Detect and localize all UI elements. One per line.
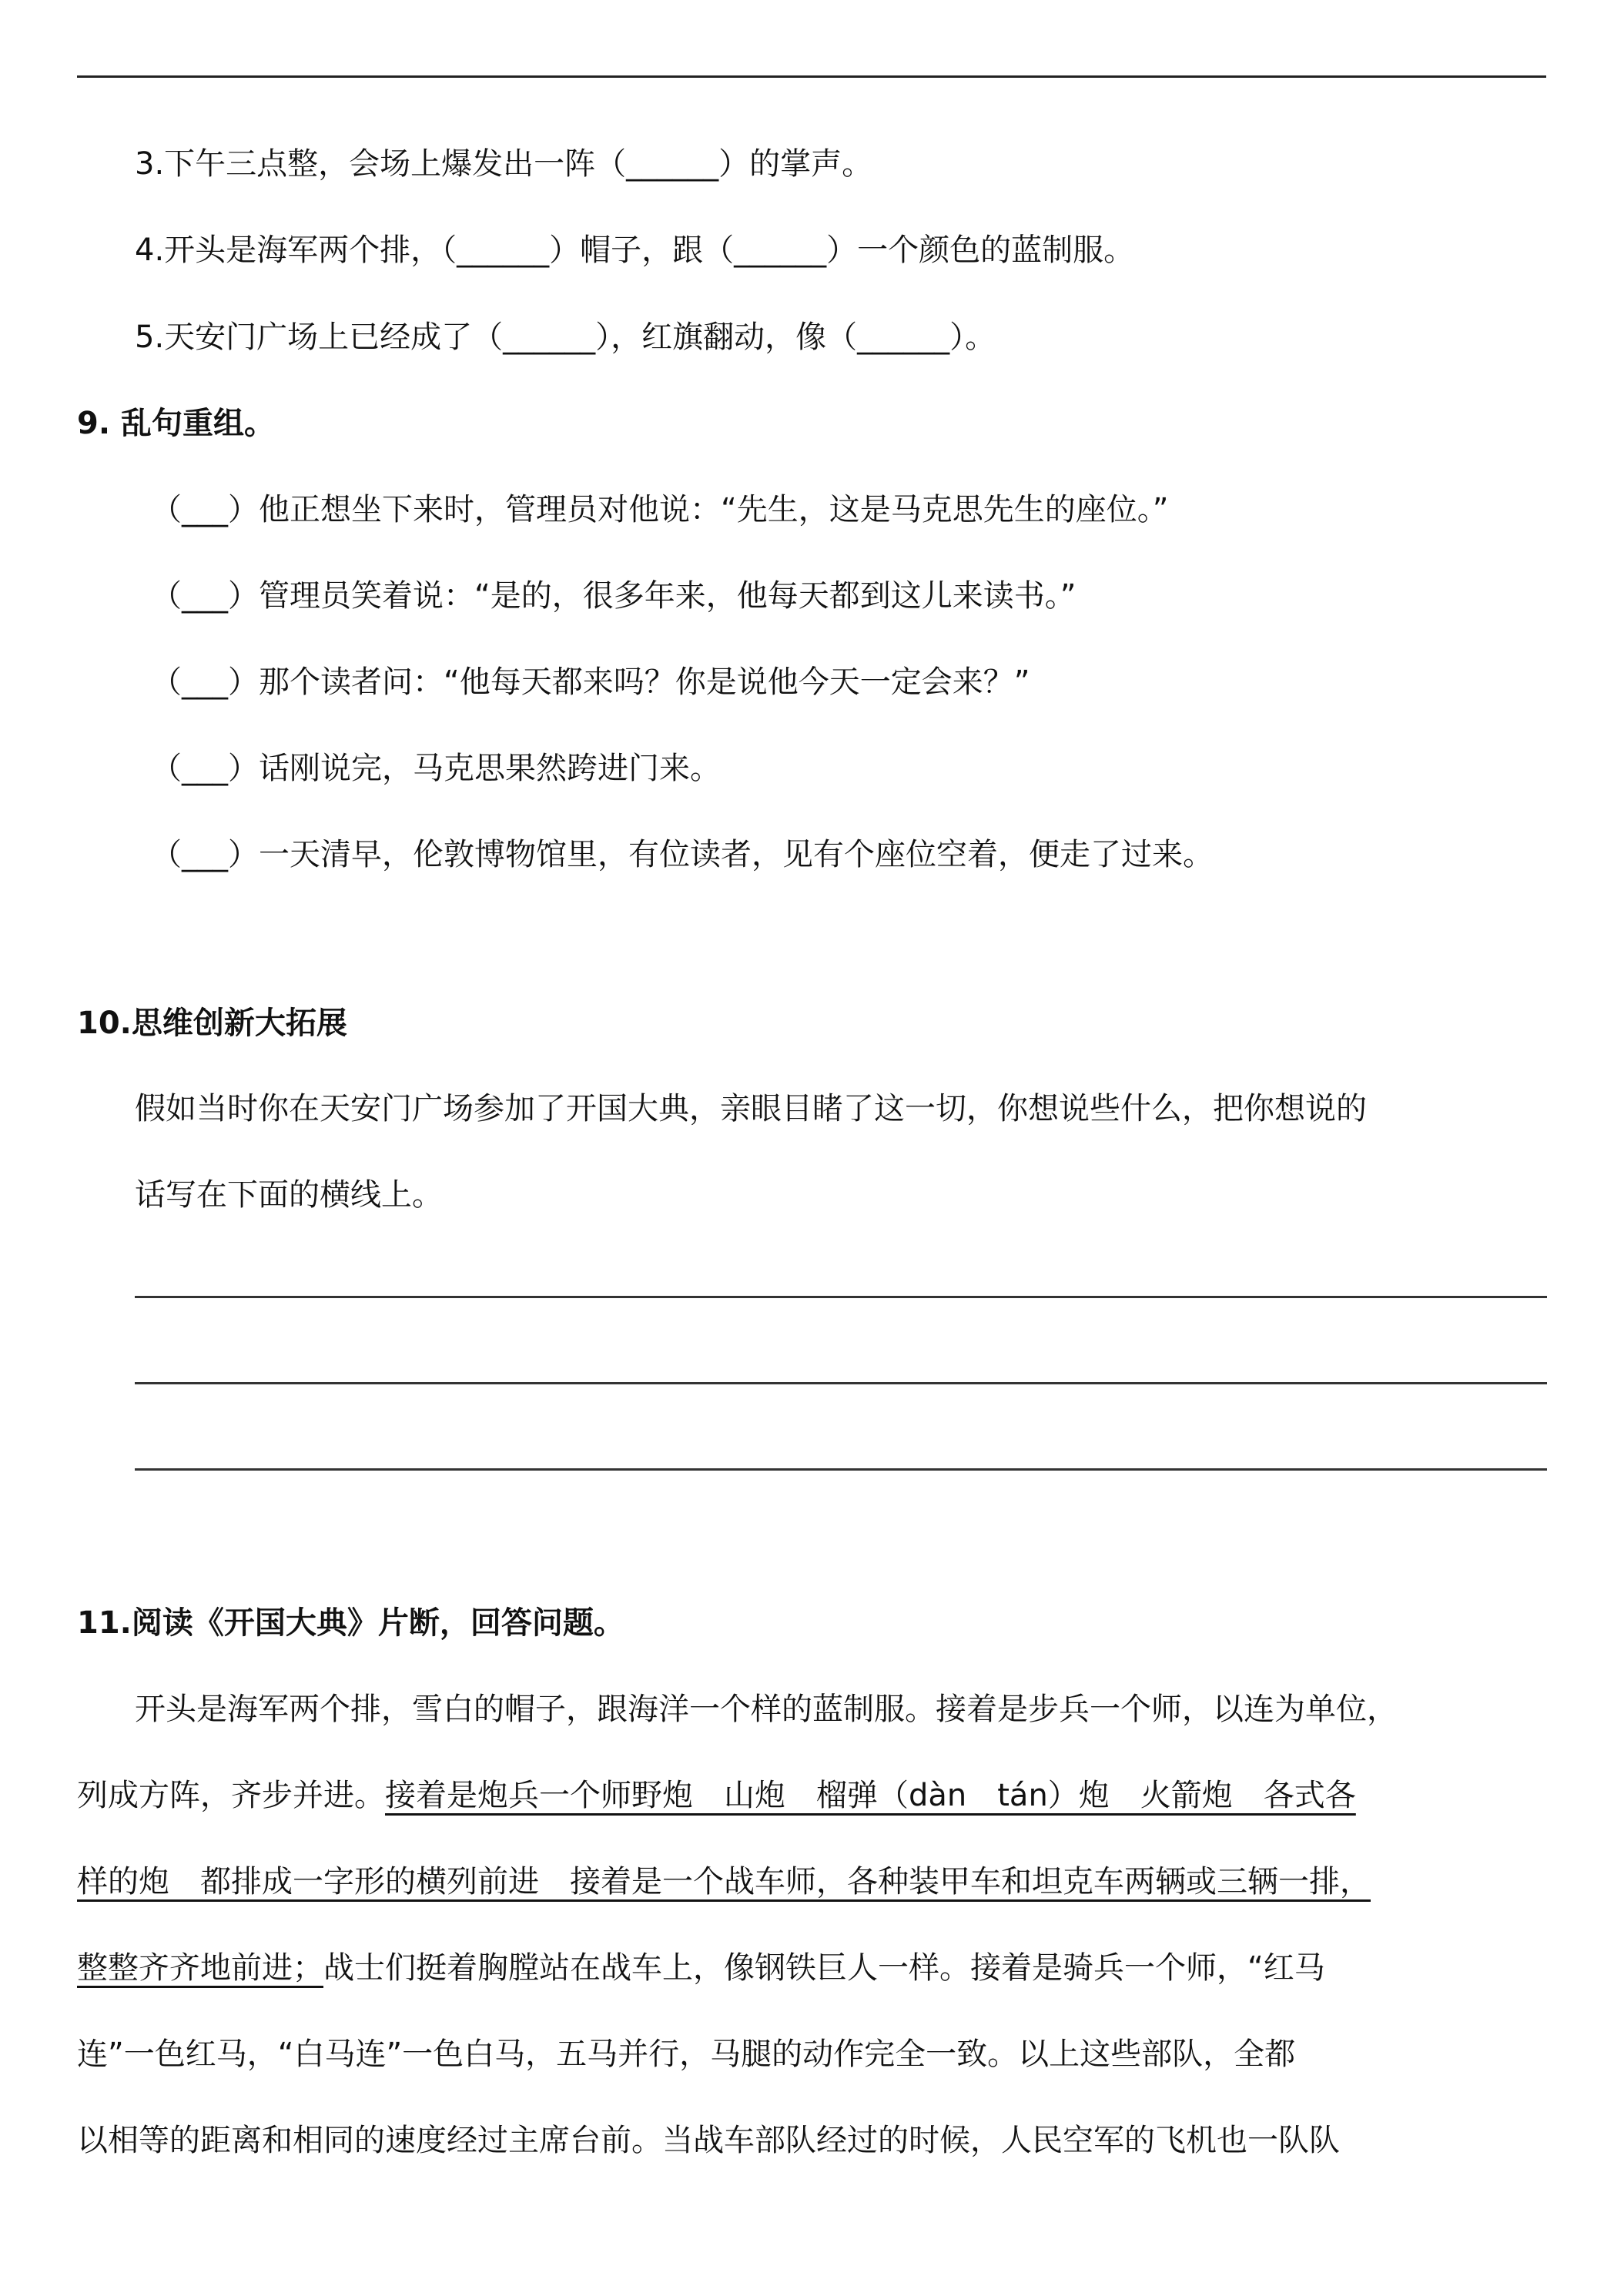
answer-writing-line[interactable]	[135, 1382, 1547, 1384]
passage-line-2	[77, 1774, 1356, 1817]
answer-writing-line[interactable]	[135, 1468, 1547, 1471]
underlined-passage-text: 整整齐齐地前进；	[77, 1950, 323, 1986]
q11-title: 11.阅读《开国大典》片断，回答问题。	[77, 1605, 624, 1641]
passage-line-3	[77, 1860, 1371, 1903]
q9-item-1: （___）他正想坐下来时，管理员对他说：“先生，这是马克思先生的座位。”	[151, 492, 1169, 527]
passage-text: 战士们挺着胸膛站在战车上，像钢铁巨人一样。接着是骑兵一个师，“红马	[323, 1950, 1325, 1986]
underlined-passage-text: 样的炮 都排成一字形的横列前进 接着是一个战车师，各种装甲车和坦克车两辆或三辆一排，	[77, 1864, 1371, 1899]
top-rule	[77, 75, 1546, 78]
passage-line-1: 开头是海军两个排，雪白的帽子，跟海洋一个样的蓝制服。接着是步兵一个师，以连为单位，	[135, 1692, 1398, 1727]
underlined-passage-text: 接着是炮兵一个师野炮 山炮 榴弹（dàn tán）炮 火箭炮 各式各	[385, 1778, 1356, 1813]
passage-line-6: 以相等的距离和相同的速度经过主席台前。当战车部队经过的时候，人民空军的飞机也一队队	[77, 2123, 1340, 2158]
q9-item-4: （___）话刚说完，马克思果然跨进门来。	[151, 751, 721, 786]
fill-blank-line-5: 5.天安门广场上已经成了（______），红旗翻动，像（______）。	[135, 320, 996, 355]
q9-title: 9. 乱句重组。	[77, 406, 275, 441]
answer-writing-line[interactable]	[135, 1296, 1547, 1298]
q10-title: 10.思维创新大拓展	[77, 1006, 347, 1041]
q9-item-5: （___）一天清早，伦敦博物馆里，有位读者，见有个座位空着，便走了过来。	[151, 837, 1214, 872]
fill-blank-line-3: 3.下午三点整，会场上爆发出一阵（______）的掌声。	[135, 146, 873, 182]
passage-line-4	[77, 1946, 1325, 1990]
passage-text: 列成方阵，齐步并进。	[77, 1778, 385, 1813]
fill-blank-line-4: 4.开头是海军两个排，（______）帽子，跟（______）一个颜色的蓝制服。	[135, 233, 1135, 268]
q10-prompt-line-1: 假如当时你在天安门广场参加了开国大典，亲眼目睹了这一切，你想说些什么，把你想说的	[135, 1091, 1367, 1126]
q9-item-3: （___）那个读者问：“他每天都来吗？你是说他今天一定会来？”	[151, 664, 1030, 700]
q10-prompt-line-2: 话写在下面的横线上。	[135, 1177, 443, 1213]
passage-line-5: 连”一色红马，“白马连”一色白马，五马并行，马腿的动作完全一致。以上这些部队，全都	[77, 2037, 1296, 2072]
q9-item-2: （___）管理员笑着说：“是的，很多年来，他每天都到这儿来读书。”	[151, 578, 1077, 614]
